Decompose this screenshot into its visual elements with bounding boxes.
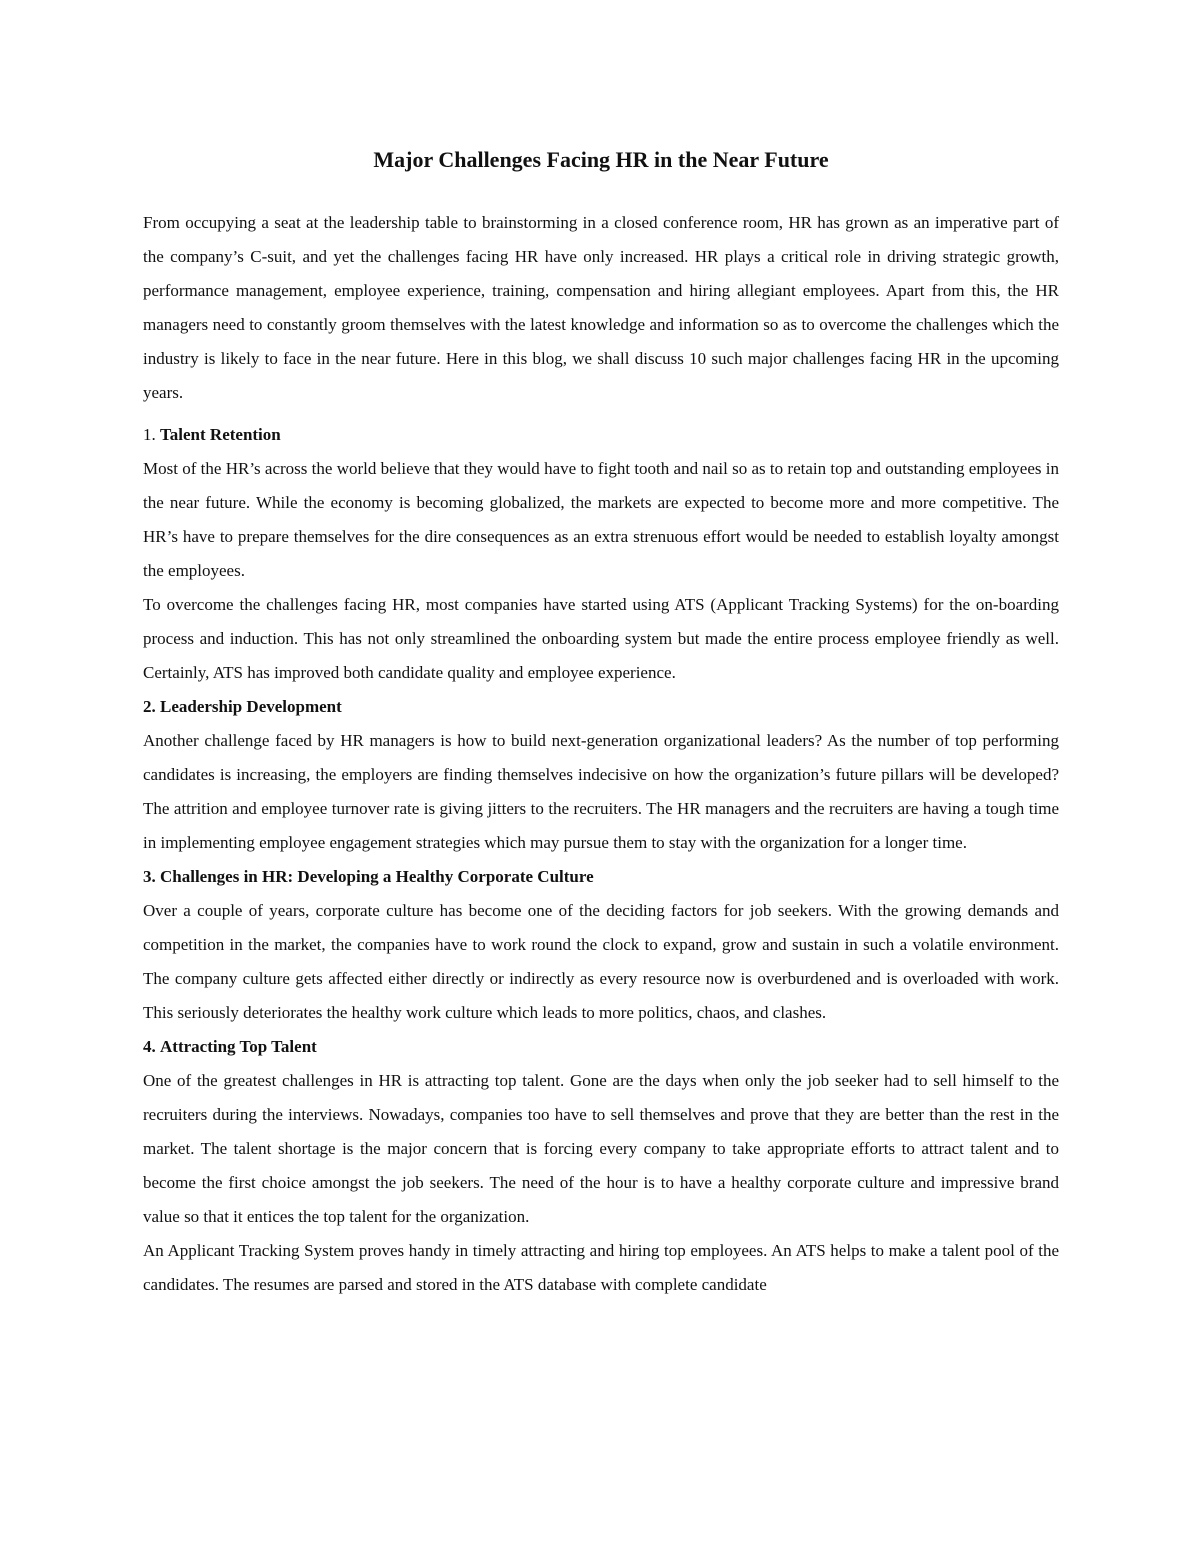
document-page — [143, 140, 1059, 1302]
section-attracting-top-talent — [143, 1030, 1059, 1302]
section-paragraph: An Applicant Tracking System proves handy in timely attracting and hiring top employees. An ATS helps to make a talent pool of the candidates. The resumes are parsed and stored in the ATS database with complete candidate — [143, 1241, 1059, 1294]
section-number: 4. — [143, 1037, 156, 1056]
section-paragraph: To overcome the challenges facing HR, most companies have started using ATS (Applicant Tracking Systems) for the on-boarding process and induction. This has not only streamlined the onboarding system but made the entire process employee friendly as well. Certainly, ATS has improved both candidate quality and employee experience. — [143, 595, 1059, 682]
section-title: Talent Retention — [160, 425, 281, 444]
section-title: Leadership Development — [160, 697, 342, 716]
section-paragraph: Over a couple of years, corporate culture has become one of the deciding factors for job seekers. With the growing demands and competition in the market, the companies have to work round the clock to expand, grow and sustain in such a volatile environment. The company culture gets affected either directly or indirectly as every resource now is overburdened and is overloaded with work. This seriously deteriorates the healthy work culture which leads to more politics, chaos, and clashes. — [143, 901, 1059, 1022]
section-paragraph: One of the greatest challenges in HR is attracting top talent. Gone are the days when only the job seeker had to sell himself to the recruiters during the interviews. Nowadays, companies too have to sell themselves and prove that they are better than the rest in the market. The talent shortage is the major concern that is forcing every company to take appropriate efforts to attract talent and to become the first choice amongst the job seekers. The need of the hour is to have a healthy corporate culture and impressive brand value so that it entices the top talent for the organization. — [143, 1071, 1059, 1226]
section-paragraph: Another challenge faced by HR managers is how to build next-generation organizational leaders? As the number of top performing candidates is increasing, the employers are finding themselves indecisive on how the organization’s future pillars will be developed? The attrition and employee turnover rate is giving jitters to the recruiters. The HR managers and the recruiters are having a tough time in implementing employee engagement strategies which may pursue them to stay with the organization for a longer time. — [143, 731, 1059, 852]
section-heading — [143, 690, 1059, 724]
section-number: 2. — [143, 697, 156, 716]
section-paragraph: Most of the HR’s across the world believe that they would have to fight tooth and nail so as to retain top and outstanding employees in the near future. While the economy is becoming globalized, the markets are expected to become more and more competitive. The HR’s have to prepare themselves for the dire consequences as an extra strenuous effort would be needed to establish loyalty amongst the employees. — [143, 459, 1059, 580]
section-number: 3. — [143, 867, 156, 886]
section-leadership-development — [143, 690, 1059, 860]
intro-paragraph: From occupying a seat at the leadership table to brainstorming in a closed conference room, HR has grown as an imperative part of the company’s C-suit, and yet the challenges facing HR have only increased. HR plays a critical role in driving strategic growth, performance management, employee experience, training, compensation and hiring allegiant employees. Apart from this, the HR managers need to constantly groom themselves with the latest knowledge and information so as to overcome the challenges which the industry is likely to face in the near future. Here in this blog, we shall discuss 10 such major challenges facing HR in the upcoming years. — [143, 213, 1059, 402]
section-heading — [143, 860, 1059, 894]
section-number: 1. — [143, 425, 156, 444]
section-corporate-culture — [143, 860, 1059, 1030]
section-heading — [143, 1030, 1059, 1064]
section-talent-retention — [143, 418, 1059, 690]
document-title: Major Challenges Facing HR in the Near Future — [373, 147, 829, 172]
section-heading — [143, 418, 1059, 452]
section-title: Challenges in HR: Developing a Healthy Corporate Culture — [160, 867, 594, 886]
section-title: Attracting Top Talent — [160, 1037, 317, 1056]
